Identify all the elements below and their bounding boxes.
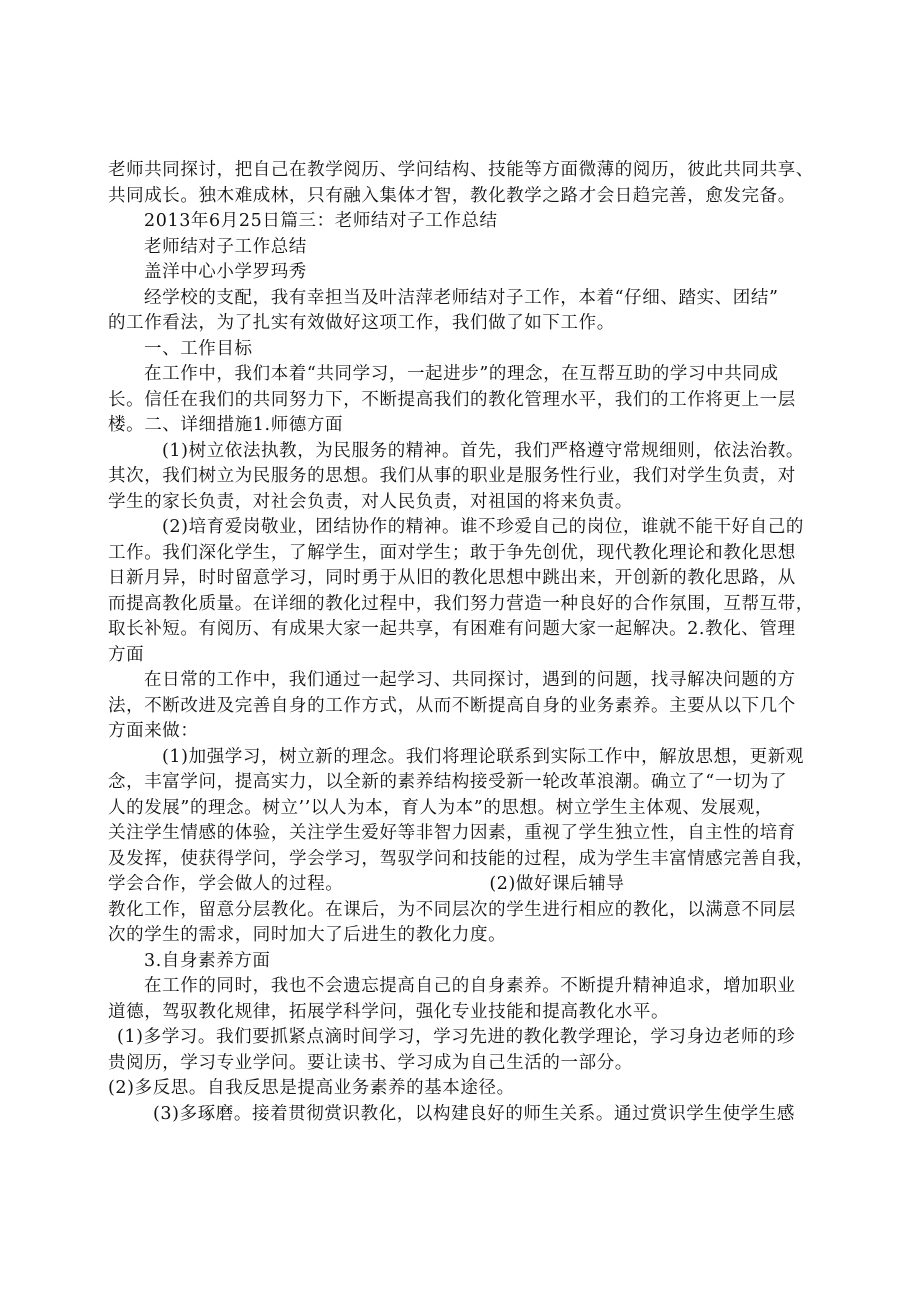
text-line: 在工作中，我们本着“共同学习，一起进步”的理念，在互帮互助的学习中共同成: [144, 364, 779, 384]
document-page: [108, 158, 828, 1127]
text-line: 人的发展”的理念。树立’’以人为本，育人为本”的思想。树立学生主体观、发展观，: [108, 797, 773, 818]
text-line: 老师共同探讨，把自己在教学阅历、学问结构、技能等方面微薄的阅历，彼此共同共享、: [108, 160, 814, 180]
text-line: 其次，我们树立为民服务的思想。我们从事的职业是服务性行业，我们对学生负责，对: [108, 466, 796, 486]
text-line: 及发挥，使获得学问，学会学习，驾驭学问和技能的过程，成为学生丰富情感完善自我，: [108, 848, 814, 869]
text-line: 取长补短。有阅历、有成果大家一起共享，有困难有问题大家一起解决。2.教化、管理: [108, 619, 796, 639]
author-line: 盖洋中心小学罗玛秀: [144, 262, 307, 282]
text-line: 2013年6月25日篇三：老师结对子工作总结: [144, 211, 498, 231]
section-title: 老师结对子工作总结: [144, 236, 307, 257]
text-line: 念，丰富学问，提高实力，以全新的素养结构接受新一轮改革浪潮。确立了“一切为了: [108, 772, 788, 792]
text-line: 关注学生情感的体验，关注学生爱好等非智力因素，重视了学生独立性，自主性的培育: [108, 823, 796, 843]
text-line: 经学校的支配，我有幸担当及叶洁萍老师结对子工作，本着“仔细、踏实、团结”: [144, 287, 779, 308]
text-line: 方面来做：: [108, 721, 199, 741]
text-line: 学生的家长负责，对社会负责，对人民负责，对祖国的将来负责。: [108, 491, 633, 512]
text-line: 道德，驾驭教化规律，拓展学科学问，强化专业技能和提高教化水平。: [108, 1001, 670, 1022]
heading-line: 3.自身素养方面: [144, 950, 271, 971]
text-line: (1)树立依法执教，为民服务的精神。首先，我们严格遵守常规细则，依法治教。: [162, 440, 804, 461]
text-line: 法，不断改进及完善自身的工作方式，从而不断提高自身的业务素养。主要从以下几个: [108, 695, 796, 716]
text-line: 长。信任在我们的共同努力下，不断提高我们的教化管理水平，我们的工作将更上一层: [108, 389, 796, 410]
text-line: 而提高教化质量。在详细的教化过程中，我们努力营造一种良好的合作氛围，互帮互带，: [108, 593, 814, 614]
text-line: 共同成长。独木难成林，只有融入集体才智，教化教学之路才会日趋完善，愈发完备。: [108, 185, 796, 206]
text-line: 在日常的工作中，我们通过一起学习、共同探讨，遇到的问题，找寻解决问题的方: [144, 670, 796, 690]
text-line: (2)多反思。自我反思是提高业务素养的基本途径。: [108, 1078, 515, 1098]
text-line: 工作。我们深化学生，了解学生，面对学生；敢于争先创优，现代教化理论和教化思想: [108, 542, 796, 563]
text-line: 的工作看法，为了扎实有效做好这项工作，我们做了如下工作。: [108, 313, 615, 333]
text-line: (3)多琢磨。接着贯彻赏识教化，以构建良好的师生关系。通过赏识学生使学生感: [153, 1103, 795, 1124]
text-line: 教化工作，留意分层教化。在课后，为不同层次的学生进行相应的教化，以满意不同层: [108, 899, 796, 920]
text-line: 楼。二、详细措施1.师德方面: [108, 415, 344, 435]
heading-line: 一、工作目标: [144, 338, 253, 359]
text-line: [108, 872, 828, 898]
text-segment: 学会合作，学会做人的过程。: [108, 874, 344, 894]
text-line: 贵阅历，学习专业学问。要让读书、学习成为自己生活的一部分。: [108, 1052, 633, 1073]
text-line: 次的学生的需求，同时加大了后进生的教化力度。: [108, 925, 507, 945]
text-line: (1)多学习。我们要抓紧点滴时间学习，学习先进的教化教学理论，学习身边老师的珍: [117, 1027, 796, 1047]
text-line: 日新月异，时时留意学习，同时勇于从旧的教化思想中跳出来，开创新的教化思路，从: [108, 568, 796, 588]
text-line: 方面: [108, 644, 145, 665]
text-segment: (2)做好课后辅导: [489, 874, 625, 894]
text-line: (1)加强学习，树立新的理念。我们将理论联系到实际工作中，解放思想，更新观: [162, 746, 804, 767]
text-line: (2)培育爱岗敬业，团结协作的精神。谁不珍爱自己的岗位，谁就不能干好自己的: [162, 517, 804, 537]
text-line: 在工作的同时，我也不会遗忘提高自己的自身素养。不断提升精神追求，增加职业: [144, 976, 796, 996]
